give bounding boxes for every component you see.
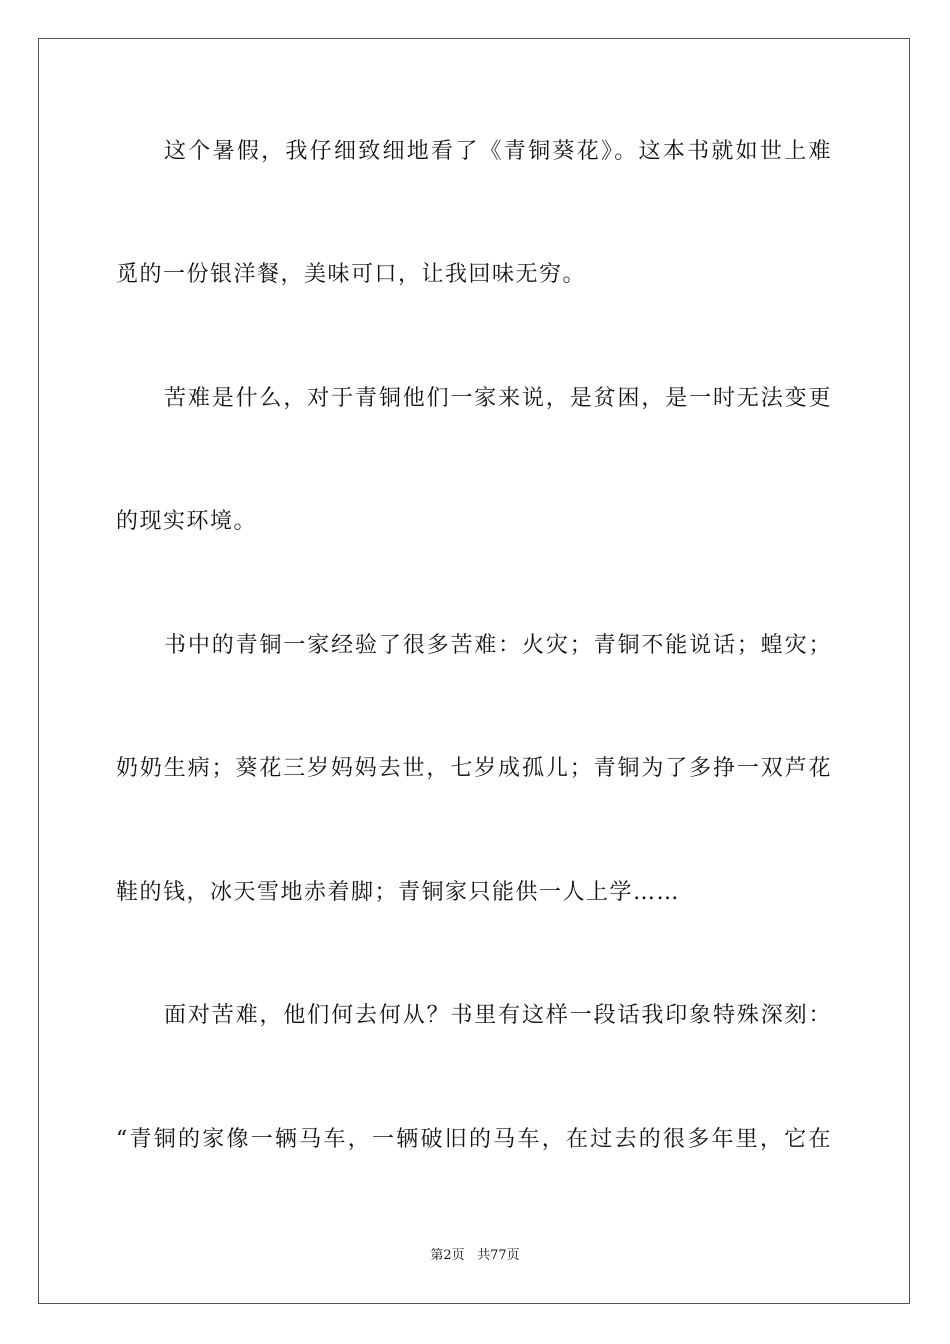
paragraph-3-line-3: 鞋的钱，冰天雪地赤着脚；青铜家只能供一人上学……	[116, 880, 681, 905]
paragraph-2-line-1: 苦难是什么，对于青铜他们一家来说，是贫困，是一时无法变更	[164, 386, 832, 411]
paragraph-3-line-1: 书中的青铜一家经验了很多苦难：火灾；青铜不能说话；蝗灾；	[164, 633, 832, 658]
paragraph-2-line-2: 的现实环境。	[116, 509, 258, 534]
page-number: 第2页	[430, 1248, 465, 1263]
page-footer	[0, 1247, 950, 1265]
total-pages: 共77页	[477, 1248, 520, 1263]
page-border	[38, 38, 910, 1304]
paragraph-1-line-1: 这个暑假，我仔细致细地看了《青铜葵花》。这本书就如世上难	[164, 139, 832, 164]
paragraph-3-line-2: 奶奶生病；葵花三岁妈妈去世，七岁成孤儿；青铜为了多挣一双芦花	[116, 756, 832, 781]
paragraph-1-line-2: 觅的一份银洋餐，美味可口，让我回味无穷。	[116, 262, 587, 287]
paragraph-4-line-1: 面对苦难，他们何去何从？书里有这样一段话我印象特殊深刻：	[164, 1003, 832, 1028]
paragraph-4-line-2: “青铜的家像一辆马车，一辆破旧的马车，在过去的很多年里，它在	[116, 1127, 832, 1152]
